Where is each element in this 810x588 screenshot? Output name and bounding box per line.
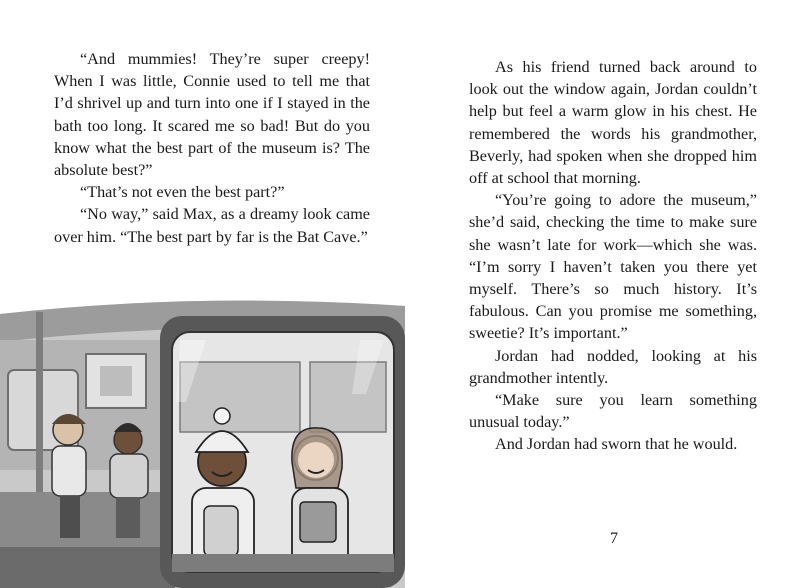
right-page	[405, 0, 810, 588]
page-number: 7	[610, 530, 618, 547]
subway-car-illustration-icon	[0, 292, 405, 588]
paragraph: Jordan had nodded, looking at his grandmother intently.	[469, 346, 757, 387]
paragraph: As his friend turned back around to look out the window again, Jordan couldn’t help but feel a warm glow in his chest. He remembered the words his grandmother, Beverly, had spoken when she dropped him off at school that morning.	[469, 58, 757, 188]
paragraph: “That’s not even the best part?”	[80, 183, 285, 202]
right-page-text	[469, 56, 757, 456]
paragraph: “And mummies! They’re super creepy! When I was little, Connie used to tell me that I’d shrivel up and turn into one if I stayed in the bath too long. It scared me so bad! But do you know what the best part of the museum is? The absolute best?”	[54, 50, 370, 180]
paragraph: “No way,” said Max, as a dreamy look came over him. “The best part by far is the Bat Cave.”	[54, 205, 370, 246]
paragraph: “You’re going to adore the museum,” she’d said, checking the time to make sure she wasn’t late for work—which she was. “I’m sorry I haven’t taken you there yet myself. There’s so much history. It’s fabulous. Can you promise me something, sweetie? It’s important.”	[469, 191, 757, 343]
paragraph: And Jordan had sworn that he would.	[495, 435, 738, 454]
paragraph: “Make sure you learn something unusual today.”	[469, 391, 757, 432]
left-page-text	[54, 48, 370, 248]
